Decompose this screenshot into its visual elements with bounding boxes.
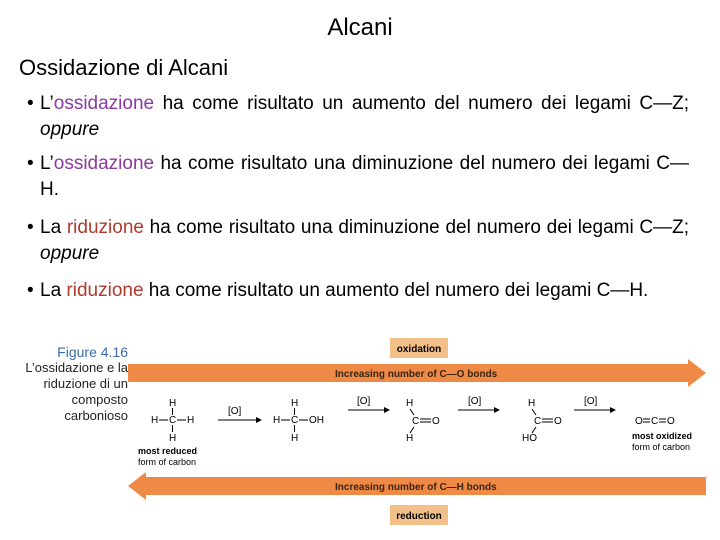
svg-text:H: H (151, 415, 159, 426)
bullet-dot: • (27, 217, 34, 238)
bullet-dot: • (27, 280, 34, 301)
formic-acid-structure (522, 398, 562, 444)
reagent-1: [O] (228, 406, 242, 417)
figure-caption (10, 344, 128, 424)
svg-text:H: H (273, 415, 281, 426)
svg-text:O: O (635, 416, 643, 427)
keyword-oxidation: ossidazione (53, 153, 155, 174)
svg-text:O: O (667, 416, 675, 427)
bullet-2: • L’ossidazione ha come risultato una diminuzione del numero dei legami C—H. (27, 153, 689, 200)
svg-text:O: O (432, 416, 440, 427)
formaldehyde-structure (406, 398, 440, 444)
svg-text:H: H (406, 433, 414, 444)
keyword-oxidation: ossidazione (53, 93, 155, 114)
bullet-dot: • (27, 153, 34, 174)
methane-structure (151, 398, 194, 444)
c-h-arrow-label: Increasing number of C—H bonds (335, 482, 497, 493)
reagent-4: [O] (584, 396, 598, 407)
bullet-4: • La riduzione ha come risultato un aumento del numero dei legami C—H. (27, 278, 689, 304)
bullet-3: • La riduzione ha come risultato una diminuzione del numero dei legami C—Z; oppure (27, 217, 689, 264)
svg-text:H: H (406, 398, 414, 409)
svg-text:HO: HO (522, 433, 537, 444)
svg-text:H: H (291, 433, 299, 444)
keyword-reduction: riduzione (66, 280, 144, 301)
reagent-2: [O] (357, 396, 371, 407)
methanol-structure (273, 398, 324, 444)
most-oxidized-sub: form of carbon (632, 442, 691, 452)
svg-text:C: C (291, 415, 299, 426)
svg-text:H: H (169, 433, 177, 444)
reduction-label: reduction (396, 511, 442, 522)
caption-text: L’ossidazione e la riduzione di un composto carbonioso (25, 360, 128, 423)
bullet-dot: • (27, 93, 34, 114)
oxidation-reduction-figure (128, 333, 708, 533)
svg-text:C: C (169, 415, 177, 426)
keyword-reduction: riduzione (66, 217, 144, 238)
most-oxidized-label: most oxidized (632, 431, 693, 441)
svg-text:H: H (291, 398, 299, 409)
oxidation-label: oxidation (396, 344, 442, 355)
section-subtitle: Ossidazione di Alcani (19, 55, 229, 80)
svg-text:C: C (651, 416, 659, 427)
carbon-dioxide-structure (635, 416, 675, 427)
svg-text:C: C (534, 416, 542, 427)
c-o-arrow-label: Increasing number of C—O bonds (335, 369, 498, 380)
bullet-1: • L’ossidazione ha come risultato un aumento del numero dei legami C—Z; oppure (27, 93, 689, 140)
svg-text:H: H (528, 398, 536, 409)
svg-text:O: O (554, 416, 562, 427)
figure-number: Figure 4.16 (57, 344, 128, 360)
most-reduced-label: most reduced (138, 446, 198, 456)
reagent-3: [O] (468, 396, 482, 407)
svg-text:H: H (169, 398, 177, 409)
svg-text:OH: OH (309, 415, 324, 426)
svg-text:H: H (187, 415, 195, 426)
page-title: Alcani (327, 14, 393, 41)
svg-text:C: C (412, 416, 420, 427)
most-reduced-sub: form of carbon (138, 457, 197, 467)
